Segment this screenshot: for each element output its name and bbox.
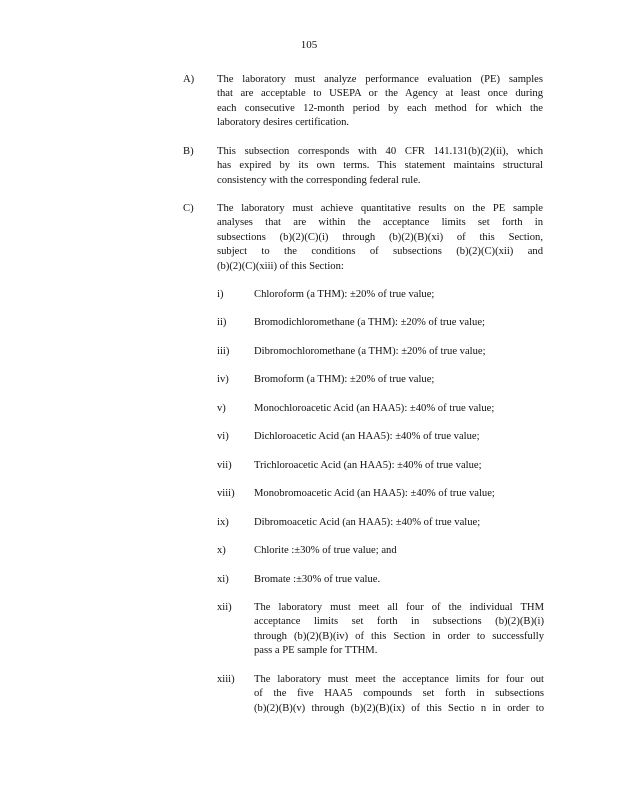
item-number: ix) — [217, 517, 229, 528]
item-line: The laboratory must meet the acceptance limits for four out — [254, 674, 544, 685]
item-line: Chloroform (a THM): ±20% of true value; — [254, 289, 435, 300]
item-number: xiii) — [217, 674, 235, 685]
item-number: vi) — [217, 431, 229, 442]
paragraph-line: analyses that are within the acceptance limits set forth in — [217, 217, 543, 229]
item-line: Bromodichloromethane (a THM): ±20% of true value; — [254, 317, 485, 328]
item-text — [254, 288, 544, 302]
item-text — [254, 459, 544, 473]
item-number: xii) — [217, 602, 232, 613]
item-text — [254, 316, 544, 330]
item-line: Bromate :±30% of true value. — [254, 574, 381, 585]
item-line: Monochloroacetic Acid (an HAA5): ±40% of true value; — [254, 403, 495, 414]
paragraph-line: The laboratory must achieve quantitative results on the PE sample — [217, 203, 543, 214]
paragraph-body — [217, 202, 543, 274]
item-text — [254, 487, 544, 501]
item-line: The laboratory must meet all four of the individual THM — [254, 602, 544, 613]
paragraph-line: that are acceptable to USEPA or the Agency at least once during — [217, 88, 543, 100]
paragraph-body — [217, 73, 543, 131]
item-line: Dibromochloromethane (a THM): ±20% of true value; — [254, 346, 486, 357]
item-text — [254, 430, 544, 444]
item-line: Monobromoacetic Acid (an HAA5): ±40% of true value; — [254, 488, 495, 499]
item-number: x) — [217, 545, 226, 556]
paragraph-line: subject to the conditions of subsections (b)(2)(C)(xii) and — [217, 246, 543, 258]
item-text — [254, 601, 544, 659]
item-line: through (b)(2)(B)(iv) of this Section in order to successfully — [254, 630, 544, 642]
paragraph-label: B) — [183, 146, 194, 157]
item-line: Dichloroacetic Acid (an HAA5): ±40% of true value; — [254, 431, 480, 442]
item-number: v) — [217, 403, 226, 414]
item-line: Chlorite :±30% of true value; and — [254, 545, 397, 556]
item-number: iv) — [217, 374, 229, 385]
paragraph-body — [217, 145, 543, 188]
paragraph-line: The laboratory must analyze performance evaluation (PE) samples — [217, 74, 543, 85]
item-text — [254, 573, 544, 587]
paragraph-label: C) — [183, 203, 194, 214]
item-text — [254, 516, 544, 530]
paragraph-line: subsections (b)(2)(C)(i) through (b)(2)(B)(xi) of this Section, — [217, 231, 543, 243]
item-line: pass a PE sample for TTHM. — [254, 645, 378, 657]
paragraph-line: (b)(2)(C)(xiii) of this Section: — [217, 260, 344, 272]
paragraph-line: has expired by its own terms. This statement maintains structural — [217, 160, 543, 172]
item-number: vii) — [217, 460, 232, 471]
item-number: ii) — [217, 317, 227, 328]
item-line: Bromoform (a THM): ±20% of true value; — [254, 374, 435, 385]
paragraph-label: A) — [183, 74, 195, 85]
page-number: 105 — [300, 39, 318, 51]
item-line: Trichloroacetic Acid (an HAA5): ±40% of true value; — [254, 460, 482, 471]
item-text — [254, 402, 544, 416]
item-text — [254, 345, 544, 359]
item-line: acceptance limits set forth in subsections (b)(2)(B)(i) — [254, 616, 544, 628]
item-line: of the five HAA5 compounds set forth in subsections — [254, 688, 544, 700]
item-number: xi) — [217, 574, 229, 585]
item-number: viii) — [217, 488, 235, 499]
item-number: iii) — [217, 346, 230, 357]
paragraph-line: consistency with the corresponding federal rule. — [217, 174, 421, 186]
paragraph-line: This subsection corresponds with 40 CFR 141.131(b)(2)(ii), which — [217, 146, 543, 157]
paragraph-line: laboratory desires certification. — [217, 117, 350, 129]
item-text — [254, 544, 544, 558]
item-number: i) — [217, 289, 224, 300]
item-text — [254, 373, 544, 387]
item-line: (b)(2)(B)(v) through (b)(2)(B)(ix) of this Sectio n in order to — [254, 702, 544, 714]
paragraph-line: each consecutive 12-month period by each method for which the — [217, 102, 543, 114]
item-text — [254, 673, 544, 716]
item-line: Dibromoacetic Acid (an HAA5): ±40% of true value; — [254, 517, 481, 528]
